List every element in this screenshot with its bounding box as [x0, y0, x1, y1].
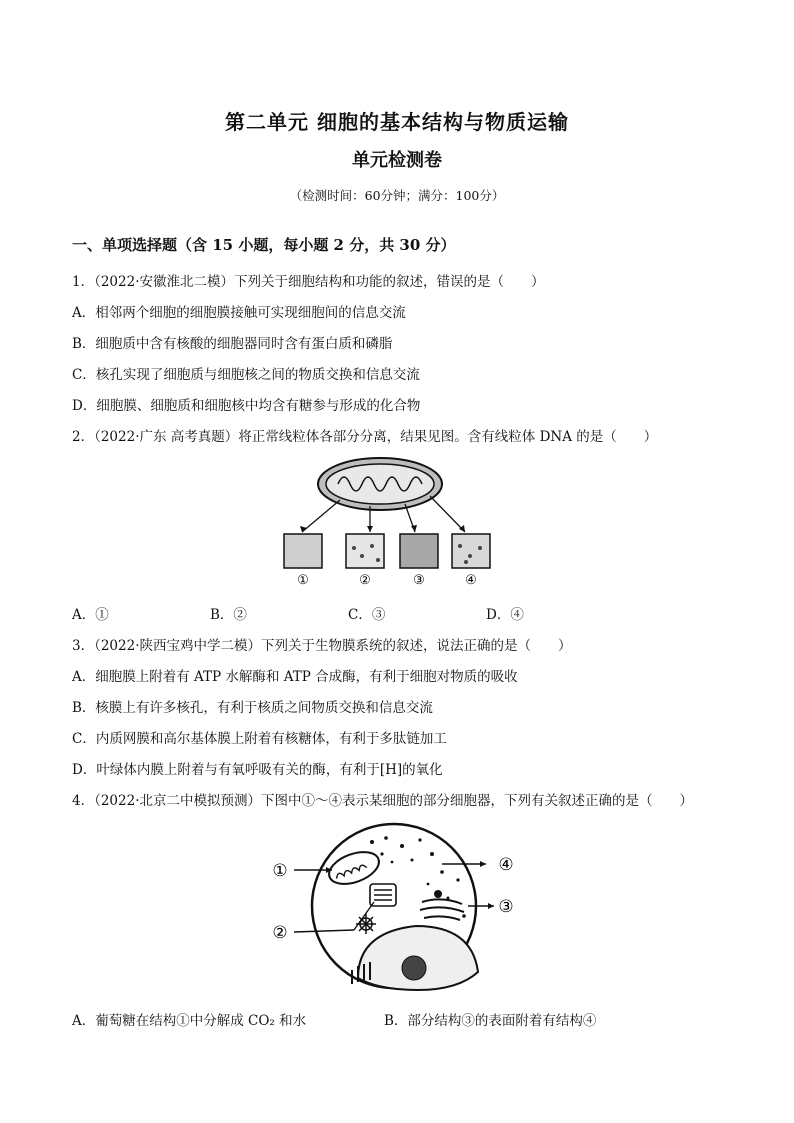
figure-label-2: ② [359, 573, 371, 588]
question-3-option-c: C．内质网膜和高尔基体膜上附着有核糖体，有利于多肽链加工 [72, 731, 447, 747]
question-2-option-d: D．④ [486, 607, 524, 623]
figure-label-4: ④ [498, 855, 514, 875]
question-3-option-b: B．核膜上有许多核孔，有利于核质之间物质交换和信息交流 [72, 700, 433, 716]
cell-organelles-figure [262, 820, 532, 992]
question-3-option-d: D．叶绿体内膜上附着与有氧呼吸有关的酶，有利于[H]的氧化 [72, 762, 443, 778]
mitochondria-fractionation-figure [280, 456, 520, 588]
section-heading: 一、单项选择题（含 15 小题，每小题 2 分，共 30 分） [72, 236, 456, 254]
nucleolus [402, 956, 426, 980]
page-subtitle: 单元检测卷 [352, 150, 442, 171]
question-1-stem: 1．（2022·安徽淮北二模）下列关于细胞结构和功能的叙述，错误的是（ ） [72, 274, 545, 290]
question-4-option-b: B．部分结构③的表面附着有结构④ [384, 1013, 597, 1029]
question-2-option-b: B．② [210, 607, 247, 623]
figure-label-1: ① [272, 861, 288, 881]
question-2-option-c: C．③ [348, 607, 386, 623]
figure-label-3: ③ [413, 573, 425, 588]
exam-info: （检测时间：60分钟；满分：100分） [289, 188, 505, 203]
figure-label-3: ③ [498, 897, 514, 917]
question-3-stem: 3．（2022·陕西宝鸡中学二模）下列关于生物膜系统的叙述，说法正确的是（ ） [72, 638, 572, 654]
question-2-option-a: A．① [72, 607, 109, 623]
question-1-option-a: A．相邻两个细胞的细胞膜接触可实现细胞间的信息交流 [72, 305, 406, 321]
question-1-option-d: D．细胞膜、细胞质和细胞核中均含有糖参与形成的化合物 [72, 398, 421, 414]
question-4-stem: 4．（2022·北京二中模拟预测）下图中①～④表示某细胞的部分细胞器，下列有关叙述正确的是（ ） [72, 793, 693, 809]
figure-label-1: ① [297, 573, 309, 588]
page-title: 第二单元 细胞的基本结构与物质运输 [225, 110, 569, 134]
mitochondrion-inner-space [326, 464, 434, 504]
question-1-option-b: B．细胞质中含有核酸的细胞器同时含有蛋白质和磷脂 [72, 336, 393, 352]
arrow-heads [300, 525, 465, 532]
question-3-option-a: A．细胞膜上附着有 ATP 水解酶和 ATP 合成酶，有利于细胞对物质的吸收 [72, 669, 518, 685]
fraction-tubes [284, 534, 490, 568]
question-1-option-c: C．核孔实现了细胞质与细胞核之间的物质交换和信息交流 [72, 367, 420, 383]
question-2-stem: 2．（2022·广东 高考真题）将正常线粒体各部分分离，结果见图。含有线粒体 DNA 的是（ ） [72, 429, 658, 445]
figure-label-2: ② [272, 923, 288, 943]
question-4-option-a: A．葡萄糖在结构①中分解成 CO₂ 和水 [72, 1013, 307, 1029]
figure-label-4: ④ [465, 573, 477, 588]
